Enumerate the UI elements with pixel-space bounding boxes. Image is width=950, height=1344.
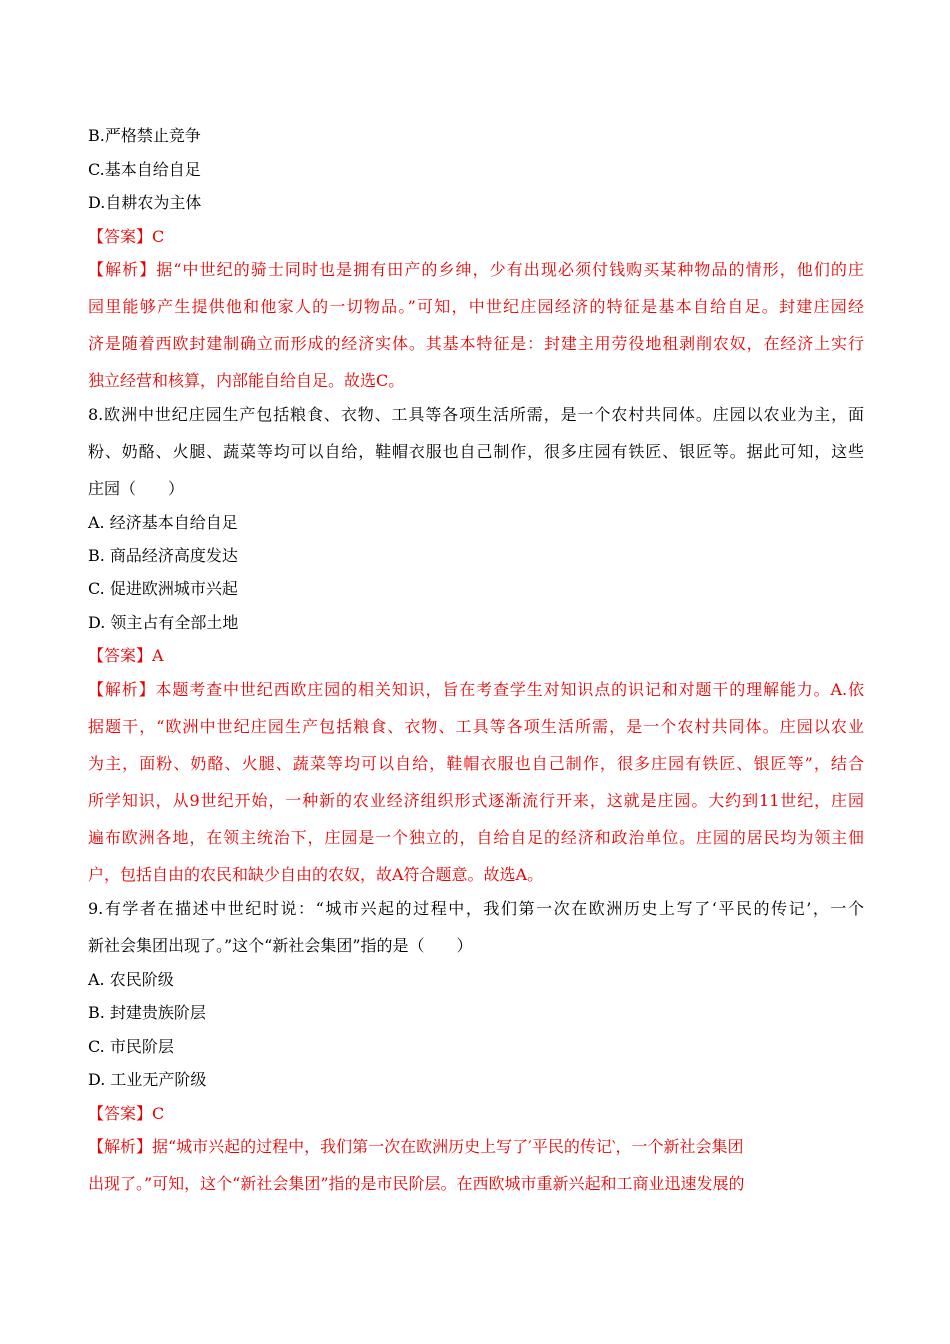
q9-option-c: C. 市民阶层 — [88, 1037, 174, 1056]
q8-analysis-line: 户，包括自由的农民和缺少自由的农奴，故A符合题意。故选A。 — [88, 865, 544, 884]
q8-option-b: B. 商品经济高度发达 — [88, 546, 238, 565]
q8-analysis-line: 据题干，“欧洲中世纪庄园生产包括粮食、衣物、工具等各项生活所需，是一个农村共同体。庄园以农业 — [88, 717, 864, 736]
q8-stem-line: 8.欧洲中世纪庄园生产包括粮食、衣物、工具等各项生活所需，是一个农村共同体。庄园以农业为主，面 — [88, 405, 864, 424]
q7-answer: 【答案】C — [88, 227, 165, 246]
q7-analysis-line: 【解析】据“中世纪的骑士同时也是拥有田产的乡绅，少有出现必须付钱购买某种物品的情形，他们的庄 — [88, 260, 864, 279]
q9-answer: 【答案】C — [88, 1104, 165, 1123]
q9-stem-line: 9.有学者在描述中世纪时说：“城市兴起的过程中，我们第一次在欧洲历史上写了‘平民的传记’，一个 — [88, 899, 864, 918]
q9-analysis-line: 出现了。”可知，这个“新社会集团”指的是市民阶层。在西欧城市重新兴起和工商业迅速发展的 — [88, 1174, 745, 1193]
q8-stem-line: 粉、奶酪、火腿、蔬菜等均可以自给，鞋帽衣服也自己制作，很多庄园有铁匠、银匠等。据此可知，这些 — [88, 442, 864, 461]
q7-analysis-line: 独立经营和核算，内部能自给自足。故选C。 — [88, 371, 405, 390]
q8-answer: 【答案】A — [88, 646, 164, 665]
q8-option-c: C. 促进欧洲城市兴起 — [88, 579, 238, 598]
q8-option-d: D. 领主占有全部土地 — [88, 613, 239, 632]
q7-option-b: B.严格禁止竞争 — [88, 126, 201, 145]
q9-option-a: A. 农民阶级 — [88, 970, 174, 989]
q7-analysis-line: 济是随着西欧封建制确立而形成的经济实体。其基本特征是：封建主用劳役地租剥削农奴，在经济上实行 — [88, 334, 864, 353]
q8-analysis-line: 遍布欧洲各地，在领主统治下，庄园是一个独立的，自给自足的经济和政治单位。庄园的居民均为领主佃 — [88, 828, 864, 847]
q8-analysis-line: 【解析】本题考查中世纪西欧庄园的相关知识，旨在考查学生对知识点的识记和对题干的理解能力。A.依 — [88, 680, 864, 699]
q9-option-d: D. 工业无产阶级 — [88, 1070, 207, 1089]
q8-option-a: A. 经济基本自给自足 — [88, 513, 238, 532]
q7-option-c: C.基本自给自足 — [88, 160, 201, 179]
q8-analysis-line: 为主，面粉、奶酪、火腿、蔬菜等均可以自给，鞋帽衣服也自己制作，很多庄园有铁匠、银匠等”，结合 — [88, 754, 864, 773]
q9-analysis-line: 【解析】据“城市兴起的过程中，我们第一次在欧洲历史上写了′平民的传记‵，一个新社会集团 — [88, 1137, 744, 1156]
q8-stem-line: 庄园（ ） — [88, 479, 185, 498]
q7-analysis-line: 园里能够产生提供他和他家人的一切物品。”可知，中世纪庄园经济的特征是基本自给自足。封建庄园经 — [88, 297, 864, 316]
q7-option-d: D.自耕农为主体 — [88, 193, 202, 212]
q9-stem-line: 新社会集团出现了。”这个“新社会集团”指的是（ ） — [88, 936, 473, 955]
q8-analysis-line: 所学知识，从9世纪开始，一种新的农业经济组织形式逐渐流行开来，这就是庄园。大约到11世纪，庄园 — [88, 791, 864, 810]
q9-option-b: B. 封建贵族阶层 — [88, 1003, 206, 1022]
